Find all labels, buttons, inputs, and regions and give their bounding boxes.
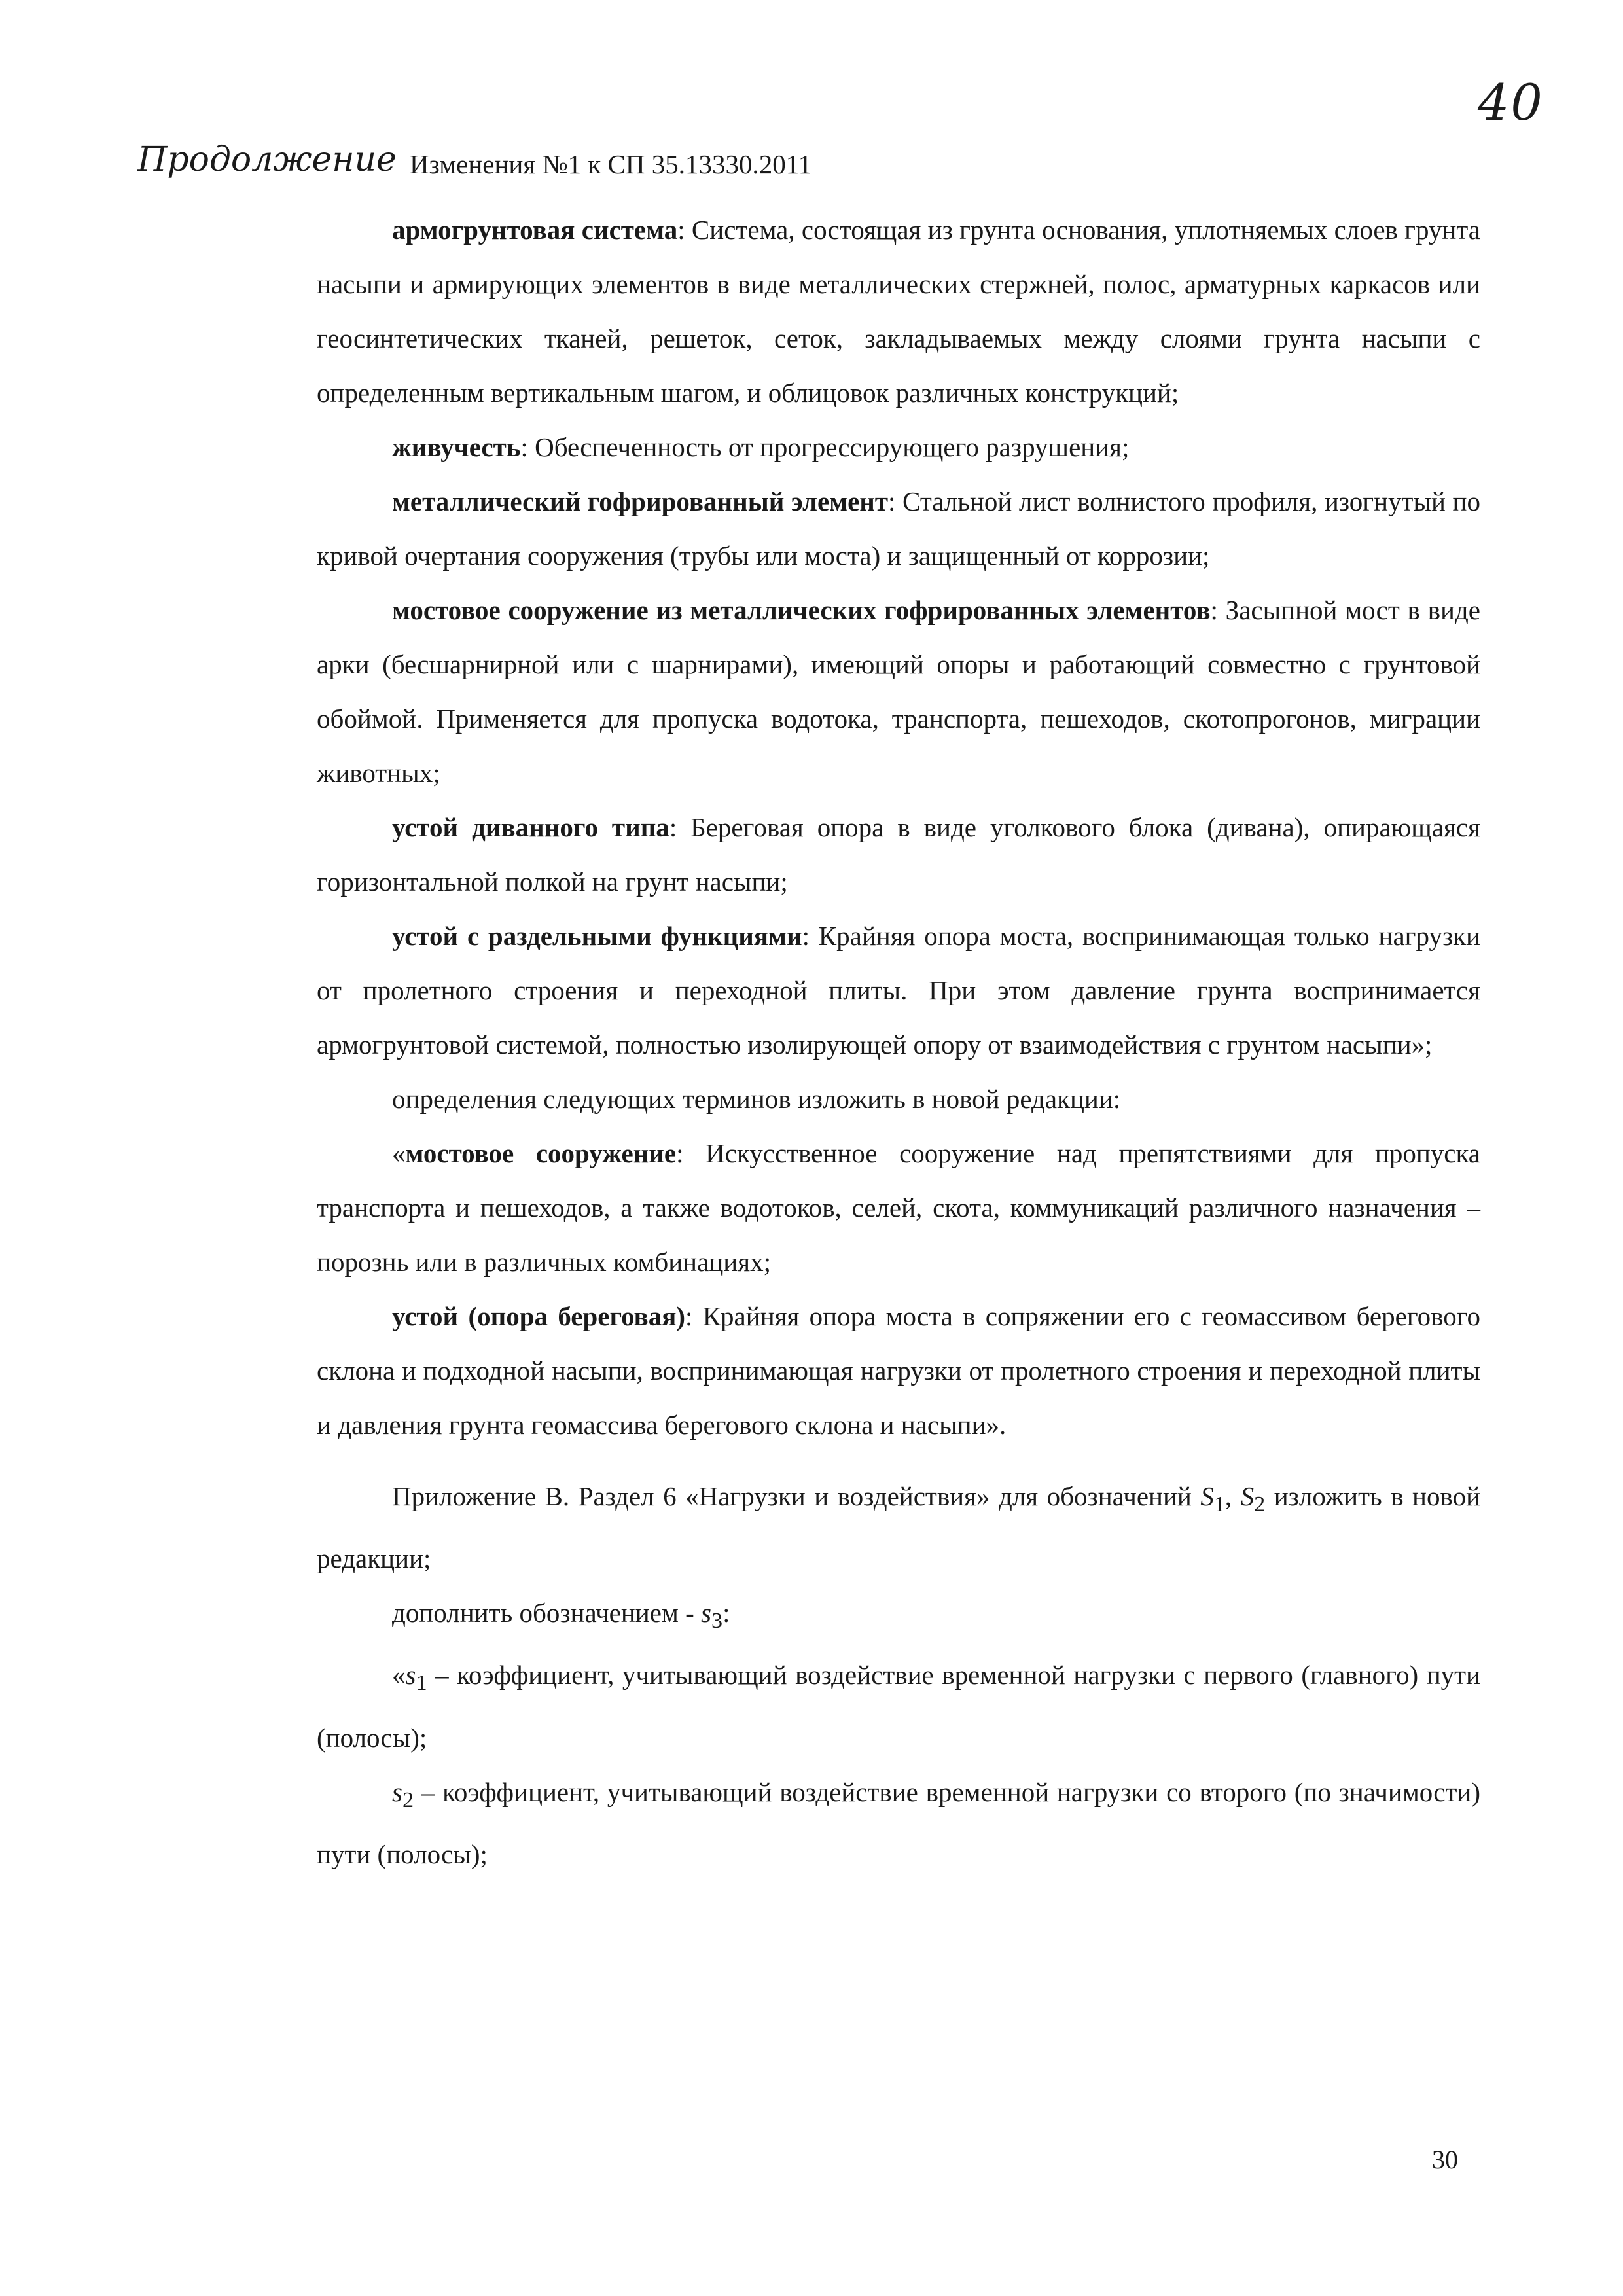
term: устой (опора береговая): [392, 1301, 686, 1331]
symbol-s1-subscript: 1: [1213, 1492, 1225, 1517]
header-title: Изменения №1 к СП 35.13330.2011: [409, 149, 812, 179]
symbol-s1-subscript: 1: [416, 1671, 427, 1696]
definition-text: : Обеспеченность от прогрессирующего разрушения;: [520, 432, 1130, 462]
appendix-paragraph: [317, 1586, 1480, 1648]
term: мостовое сооружение из металлических гофрированных элементов: [392, 595, 1211, 625]
appendix-text: Приложение В. Раздел 6 «Нагрузки и воздействия» для обозначений: [392, 1481, 1192, 1511]
symbol-s2-subscript: 2: [402, 1787, 414, 1812]
symbol-s1: S: [1200, 1481, 1214, 1511]
term: мостовое сооружение: [405, 1138, 677, 1168]
definition-paragraph: [317, 909, 1480, 1072]
symbol-s3: s: [701, 1598, 711, 1628]
definition-text: : Крайняя опора моста, воспринимающая только нагрузки от пролетного строения и переходной плиты. При этом давление грунта воспринимается армогрунтовой системой, полностью изолирующей опору от взаимодействия с грунтом насыпи»;: [317, 921, 1480, 1060]
term: устой с раздельными функциями: [392, 921, 802, 951]
instruction-text: определения следующих терминов изложить в новой редакции:: [392, 1084, 1121, 1114]
definition-paragraph: [317, 420, 1480, 475]
definition-paragraph: [317, 475, 1480, 583]
definition-paragraph: [317, 583, 1480, 800]
appendix-paragraph: [317, 1469, 1480, 1586]
appendix-add-text: дополнить обозначением -: [392, 1598, 702, 1628]
handwritten-continuation: Продолжение: [137, 140, 397, 179]
appendix-text-end: изложить в новой редакции;: [317, 1481, 1481, 1574]
symbol-s1: s: [405, 1660, 416, 1691]
colon: :: [722, 1598, 730, 1628]
definition-paragraph: [317, 1289, 1480, 1452]
definition-paragraph: [317, 1126, 1480, 1289]
symbol-definition-text: – коэффициент, учитывающий воздействие временной нагрузки с первого (главного) пути (полосы);: [317, 1660, 1480, 1753]
definition-paragraph: [317, 203, 1480, 420]
term: живучесть: [392, 432, 521, 462]
open-quote: «: [392, 1138, 406, 1168]
definition-text: : Система, состоящая из грунта основания, уплотняемых слоев грунта насыпи и армирующих элементов в виде металлических стержней, полос, арматурных каркасов или геосинтетических тканей, решеток, сеток, закладываемых между слоями грунта насыпи с определенным вертикальным шагом, и облицовок различных конструкций;: [317, 215, 1480, 408]
separator: ,: [1224, 1481, 1241, 1511]
document-header: [137, 140, 812, 182]
instruction-paragraph: [317, 1072, 1480, 1126]
symbol-definition: [317, 1765, 1480, 1882]
document-body: [317, 203, 1480, 1882]
definition-text: : Береговая опора в виде уголкового блока (дивана), опирающаяся горизонтальной полкой на грунт насыпи;: [317, 812, 1480, 897]
term: армогрунтовая система: [392, 215, 678, 245]
symbol-s2-subscript: 2: [1254, 1492, 1266, 1517]
symbol-definition: [317, 1648, 1480, 1765]
symbol-s3-subscript: 3: [711, 1609, 723, 1634]
term: устой диванного типа: [392, 812, 669, 842]
handwritten-sheet-number: 40: [1478, 73, 1544, 132]
definition-text: : Искусственное сооружение над препятствиями для пропуска транспорта и пешеходов, а также водотоков, селей, скота, коммуникаций различного назначения – порознь или в различных комбинациях;: [317, 1138, 1480, 1277]
open-quote: «: [392, 1660, 406, 1691]
symbol-s2: s: [392, 1776, 402, 1807]
definition-text: : Засыпной мост в виде арки (бесшарнирной или с шарнирами), имеющий опоры и работающий совместно с грунтовой обоймой. Применяется для пропуска водотока, транспорта, пешеходов, скотопрогонов, миграции животных;: [317, 595, 1481, 788]
page-number: 30: [1432, 2145, 1458, 2174]
definition-paragraph: [317, 800, 1480, 909]
term: металлический гофрированный элемент: [392, 486, 889, 516]
definition-text: : Стальной лист волнистого профиля, изогнутый по кривой очертания сооружения (трубы или моста) и защищенный от коррозии;: [317, 486, 1480, 571]
symbol-definition-text: – коэффициент, учитывающий воздействие временной нагрузки со второго (по значимости) пути (полосы);: [317, 1776, 1480, 1869]
symbol-s2: S: [1240, 1481, 1255, 1511]
definition-text: : Крайняя опора моста в сопряжении его с геомассивом берегового склона и подходной насыпи, воспринимающая нагрузки от пролетного строения и переходной плиты и давления грунта геомассива берегового склона и насыпи».: [317, 1301, 1480, 1440]
